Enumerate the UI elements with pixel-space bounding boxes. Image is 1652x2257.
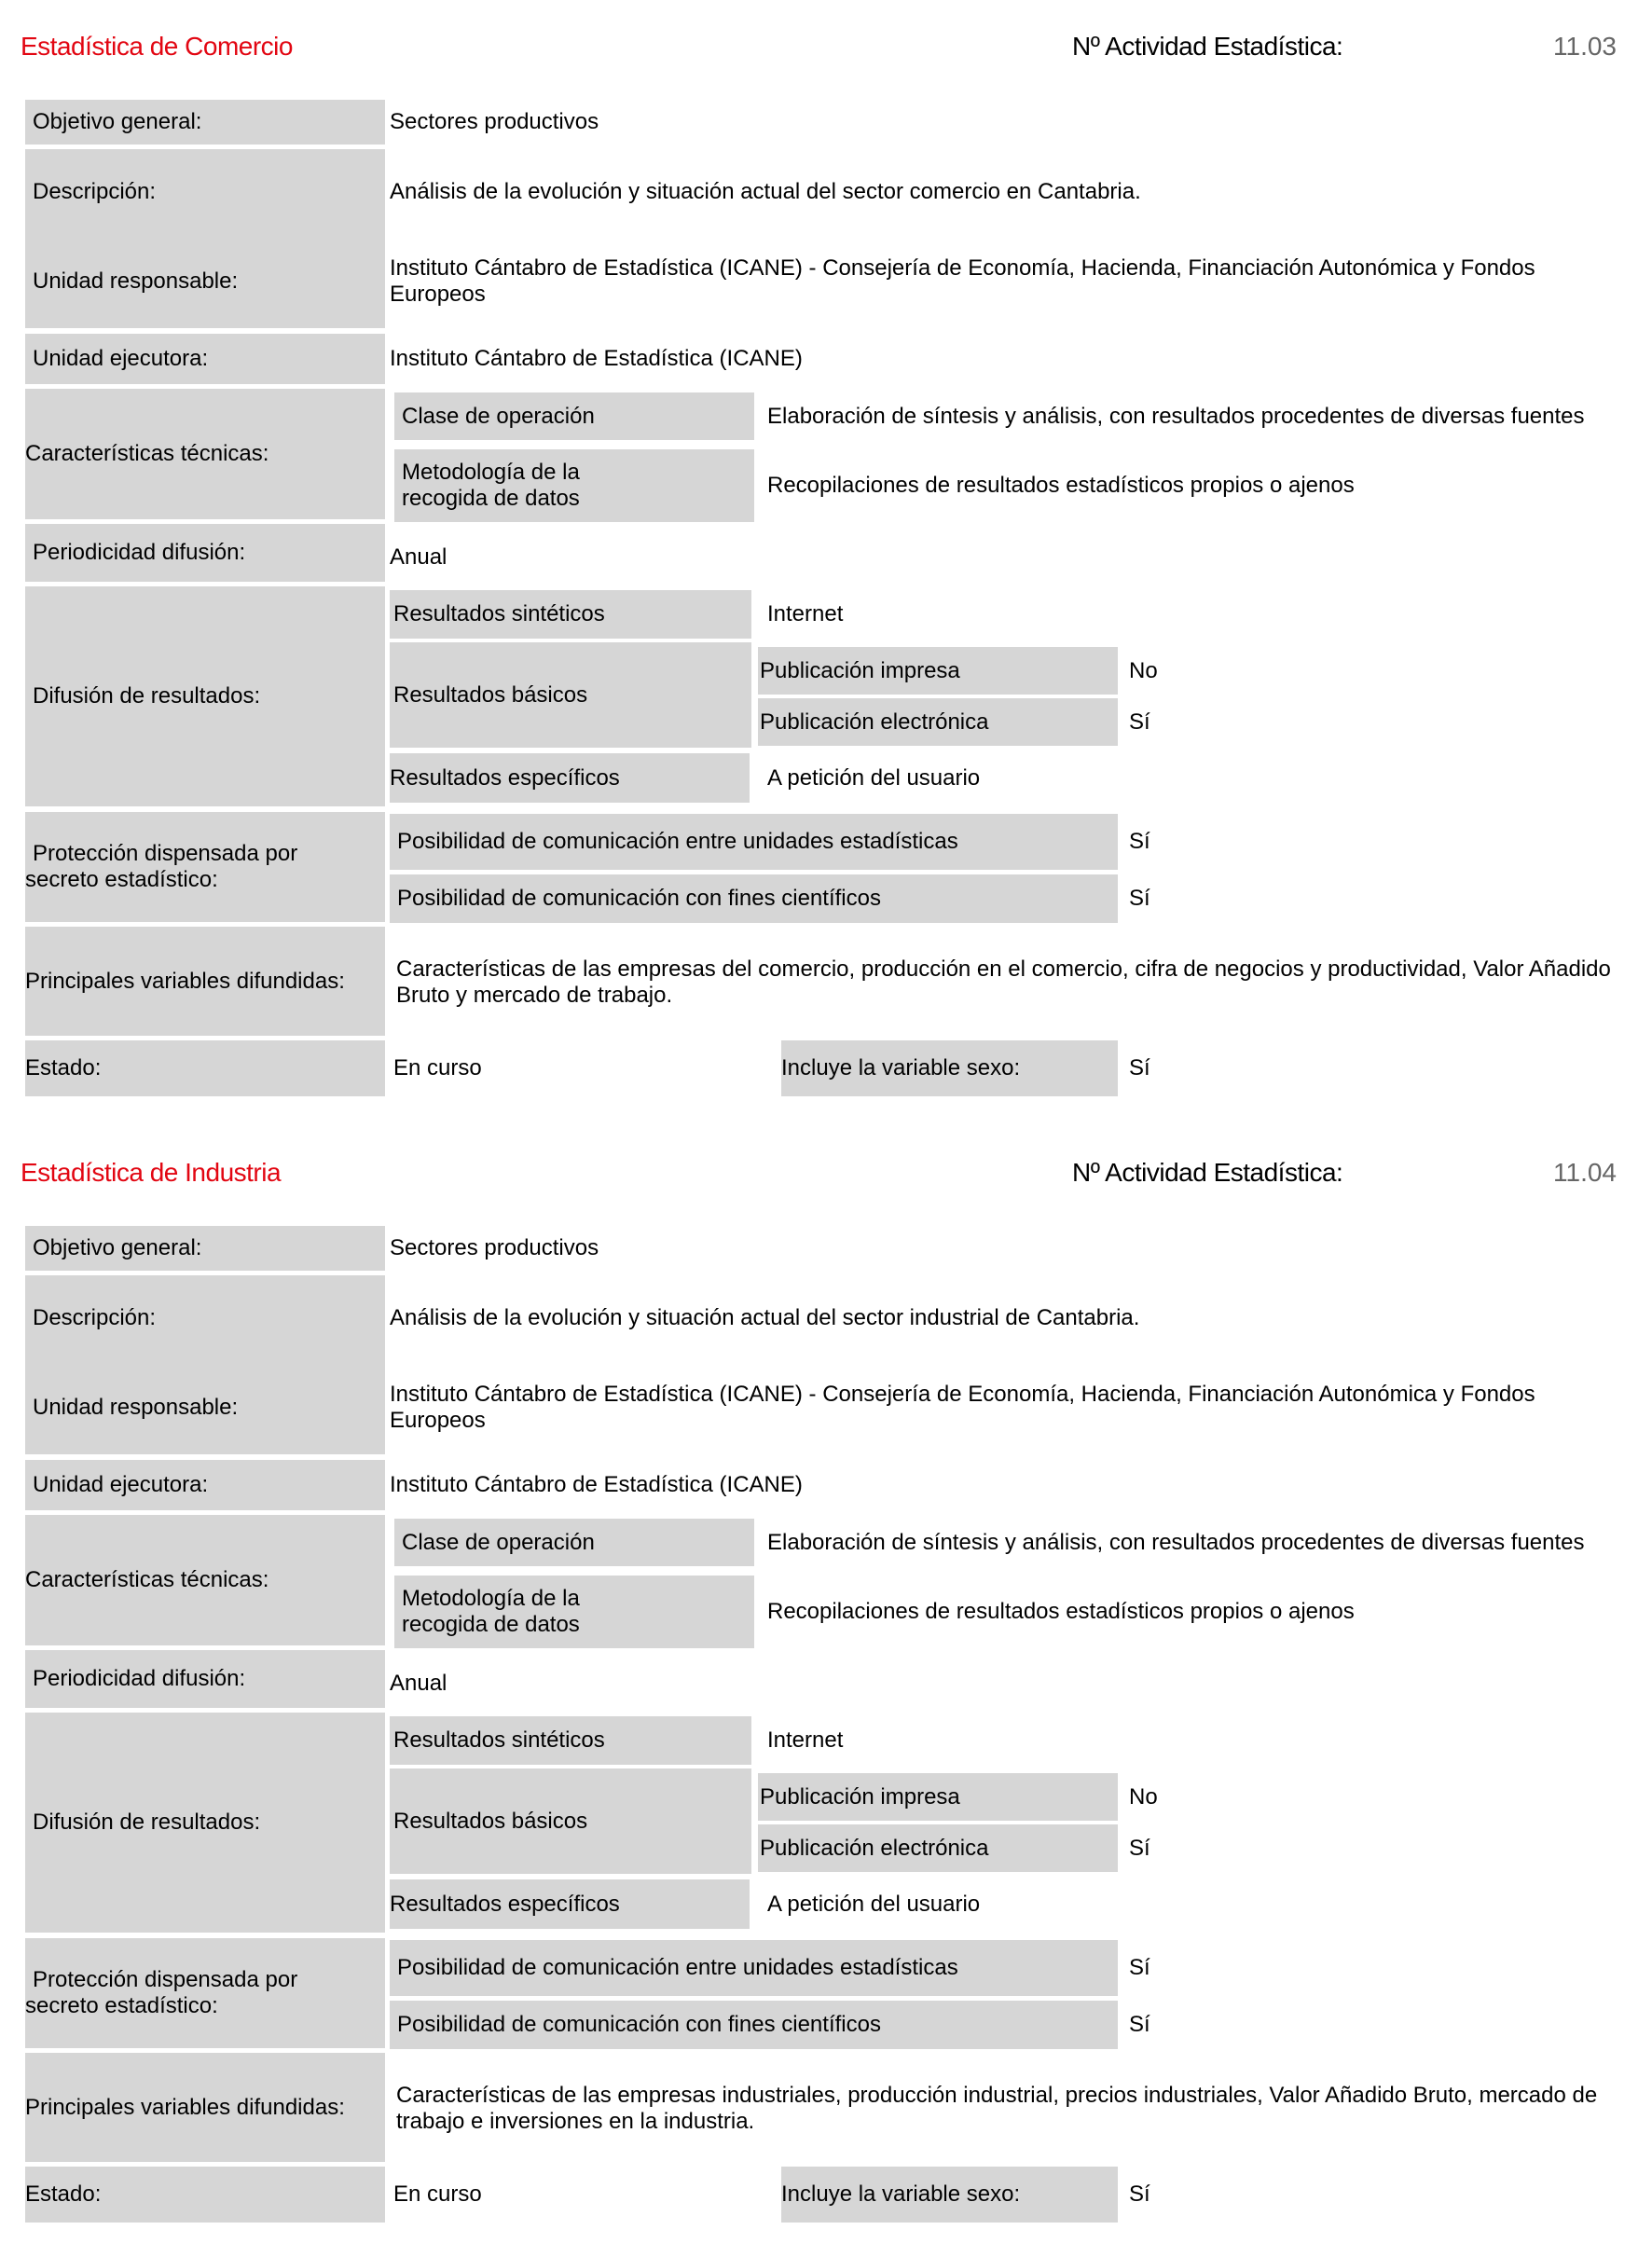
clase-operacion-value-text: Elaboración de síntesis y análisis, con resultados procedentes de diversas fuentes: [767, 403, 1585, 429]
unidad-responsable-label-text: Unidad responsable:: [33, 268, 239, 294]
objetivo-value: [390, 100, 1602, 145]
periodicidad-value: [390, 1655, 1602, 1713]
objetivo-value-text: Sectores productivos: [390, 1235, 599, 1260]
posib-cientificos-value: [1129, 874, 1409, 923]
unidad-ejecutora-label: [25, 334, 385, 384]
caracteristicas-label-text: Características técnicas:: [25, 441, 269, 466]
metodologia-value-text: Recopilaciones de resultados estadísticos propios o ajenos: [767, 473, 1355, 498]
activity-number-label-text: Nº Actividad Estadística:: [1072, 1158, 1343, 1187]
posib-unidades-value-text: Sí: [1129, 829, 1150, 854]
posib-cientificos-label: [390, 874, 1118, 923]
sexo-label: [781, 2167, 1118, 2223]
clase-operacion-label-text: Clase de operación: [402, 403, 595, 429]
record-title-text: Estadística de Comercio: [21, 32, 293, 61]
descripcion-label: [25, 1296, 385, 1341]
objetivo-label-text: Objetivo general:: [33, 1235, 202, 1260]
res-especificos-value: [767, 1879, 1140, 1929]
metodologia-value: [767, 449, 1606, 522]
caracteristicas-label-text: Características técnicas:: [25, 1567, 269, 1592]
metodologia-label: [394, 449, 754, 522]
unidad-ejecutora-value-text: Instituto Cántabro de Estadística (ICANE): [390, 346, 803, 371]
pub-electronica-value: [1129, 698, 1409, 746]
descripcion-label-text: Descripción:: [33, 179, 157, 204]
posib-unidades-value: [1129, 814, 1409, 870]
posib-cientificos-value-text: Sí: [1129, 886, 1150, 911]
clase-operacion-value-text: Elaboración de síntesis y análisis, con resultados procedentes de diversas fuentes: [767, 1529, 1585, 1555]
pub-electronica-value: [1129, 1824, 1409, 1872]
res-basicos-label-text: Resultados básicos: [393, 1808, 588, 1834]
variables-value: [396, 955, 1618, 1011]
estado-label-text: Estado:: [25, 2181, 102, 2207]
res-especificos-value: [767, 753, 1140, 803]
pub-electronica-label-text: Publicación electrónica: [760, 709, 989, 735]
unidad-responsable-label: [25, 259, 385, 304]
activity-number-value: [1492, 28, 1617, 65]
difusion-label-text: Difusión de resultados:: [33, 683, 261, 709]
res-especificos-label-text: Resultados específicos: [390, 1891, 620, 1917]
sexo-value: [1129, 1040, 1409, 1096]
estado-label: [25, 2167, 385, 2223]
pub-electronica-value-text: Sí: [1129, 1835, 1150, 1861]
variables-label-text: Principales variables difundidas:: [25, 968, 345, 994]
estado-label: [25, 1040, 385, 1096]
pub-impresa-label-text: Publicación impresa: [760, 1783, 960, 1810]
unidad-responsable-value-text: Instituto Cántabro de Estadística (ICANE) - Consejería de Economía, Hacienda, Financiación Autonómica y Fondos Europeos: [390, 1382, 1535, 1433]
sexo-label: [781, 1040, 1118, 1096]
descripcion-label-text: Descripción:: [33, 1305, 157, 1330]
proteccion-label-text: Protección dispensada por secreto estadístico:: [25, 1967, 298, 2018]
metodologia-label-text: Metodología de la recogida de datos: [402, 1586, 580, 1637]
res-sinteticos-label-text: Resultados sintéticos: [393, 601, 605, 626]
unidad-ejecutora-label-text: Unidad ejecutora:: [33, 1472, 209, 1497]
record-title: [21, 28, 673, 65]
pub-electronica-label-text: Publicación electrónica: [760, 1835, 989, 1861]
descripcion-value: [390, 170, 1602, 214]
posib-cientificos-label-text: Posibilidad de comunicación con fines científicos: [397, 886, 881, 911]
record-title: [21, 1154, 673, 1191]
clase-operacion-label: [394, 392, 754, 440]
estado-value: [393, 1040, 766, 1096]
proteccion-label: [25, 812, 385, 922]
clase-operacion-value: [767, 392, 1606, 440]
periodicidad-label-text: Periodicidad difusión:: [33, 540, 246, 565]
estado-value-text: En curso: [393, 2181, 482, 2207]
activity-number-value-text: 11.04: [1553, 1158, 1617, 1187]
objetivo-label: [25, 100, 385, 145]
metodologia-value: [767, 1576, 1606, 1648]
posib-cientificos-label: [390, 2001, 1118, 2049]
res-especificos-value-text: A petición del usuario: [767, 764, 981, 791]
res-sinteticos-value: [767, 1716, 1140, 1765]
periodicidad-value-text: Anual: [390, 544, 447, 570]
estado-value: [393, 2167, 766, 2223]
posib-unidades-value-text: Sí: [1129, 1955, 1150, 1980]
metodologia-value-text: Recopilaciones de resultados estadísticos propios o ajenos: [767, 1599, 1355, 1624]
estado-label-text: Estado:: [25, 1055, 102, 1080]
posib-unidades-value: [1129, 1940, 1409, 1996]
res-especificos-label: [390, 753, 750, 803]
estado-value-text: En curso: [393, 1055, 482, 1080]
res-basicos-label: [390, 1768, 751, 1874]
pub-impresa-value: [1129, 1773, 1409, 1821]
difusion-label: [25, 1713, 385, 1933]
posib-cientificos-value: [1129, 2001, 1409, 2049]
variables-label-text: Principales variables difundidas:: [25, 2094, 345, 2120]
pub-impresa-value: [1129, 647, 1409, 695]
record-title-text: Estadística de Industria: [21, 1158, 282, 1187]
res-sinteticos-value-text: Internet: [767, 1727, 844, 1753]
periodicidad-value: [390, 529, 1602, 586]
proteccion-label: [25, 1938, 385, 2048]
pub-impresa-label: [758, 647, 1118, 695]
res-especificos-label-text: Resultados específicos: [390, 764, 620, 791]
pub-impresa-label: [758, 1773, 1118, 1821]
variables-value-text: Características de las empresas industriales, producción industrial, precios industriales, Valor Añadido Bruto, mercado de trabajo e inversiones en la industria.: [396, 2083, 1598, 2134]
variables-value-text: Características de las empresas del comercio, producción en el comercio, cifra de negocios y productividad, Valor Añadido Bruto y mercado de trabajo.: [396, 956, 1611, 1008]
unidad-responsable-label: [25, 1385, 385, 1430]
res-sinteticos-label: [390, 1716, 751, 1765]
descripcion-value-text: Análisis de la evolución y situación actual del sector comercio en Cantabria.: [390, 179, 1141, 204]
pub-impresa-value-text: No: [1129, 657, 1158, 683]
proteccion-label-text: Protección dispensada por secreto estadístico:: [25, 841, 298, 892]
activity-number-label: [1072, 1154, 1380, 1191]
activity-number-value-text: 11.03: [1553, 32, 1617, 61]
unidad-responsable-value: [390, 1380, 1602, 1436]
unidad-ejecutora-value: [390, 1460, 1602, 1510]
sexo-value: [1129, 2167, 1409, 2223]
objetivo-value: [390, 1226, 1602, 1271]
res-sinteticos-label: [390, 590, 751, 639]
pub-electronica-value-text: Sí: [1129, 709, 1150, 735]
res-basicos-label-text: Resultados básicos: [393, 681, 588, 708]
caracteristicas-label: [25, 1515, 385, 1645]
res-sinteticos-label-text: Resultados sintéticos: [393, 1727, 605, 1753]
metodologia-label: [394, 1576, 754, 1648]
unidad-ejecutora-value: [390, 334, 1602, 384]
res-sinteticos-value: [767, 590, 1140, 639]
posib-unidades-label-text: Posibilidad de comunicación entre unidades estadísticas: [397, 1955, 958, 1980]
clase-operacion-label-text: Clase de operación: [402, 1529, 595, 1555]
variables-value: [396, 2081, 1618, 2137]
unidad-ejecutora-value-text: Instituto Cántabro de Estadística (ICANE): [390, 1472, 803, 1497]
sexo-label-text: Incluye la variable sexo:: [781, 2181, 1021, 2207]
caracteristicas-label: [25, 389, 385, 519]
difusion-label-text: Difusión de resultados:: [33, 1810, 261, 1835]
res-especificos-label: [390, 1879, 750, 1929]
pub-impresa-value-text: No: [1129, 1783, 1158, 1810]
objetivo-label-text: Objetivo general:: [33, 109, 202, 134]
posib-unidades-label: [390, 814, 1118, 870]
unidad-ejecutora-label-text: Unidad ejecutora:: [33, 346, 209, 371]
res-sinteticos-value-text: Internet: [767, 601, 844, 626]
unidad-responsable-value-text: Instituto Cántabro de Estadística (ICANE) - Consejería de Economía, Hacienda, Financiación Autonómica y Fondos Europeos: [390, 255, 1535, 307]
clase-operacion-value: [767, 1519, 1606, 1566]
difusion-label: [25, 586, 385, 806]
metodologia-label-text: Metodología de la recogida de datos: [402, 460, 580, 511]
posib-cientificos-value-text: Sí: [1129, 2012, 1150, 2037]
pub-electronica-label: [758, 1824, 1118, 1872]
pub-electronica-label: [758, 698, 1118, 746]
res-basicos-label: [390, 642, 751, 748]
posib-unidades-label-text: Posibilidad de comunicación entre unidades estadísticas: [397, 829, 958, 854]
activity-number-value: [1492, 1154, 1617, 1191]
descripcion-value-text: Análisis de la evolución y situación actual del sector industrial de Cantabria.: [390, 1305, 1140, 1330]
descripcion-value: [390, 1296, 1602, 1341]
pub-impresa-label-text: Publicación impresa: [760, 657, 960, 683]
descripcion-label: [25, 170, 385, 214]
posib-unidades-label: [390, 1940, 1118, 1996]
periodicidad-label-text: Periodicidad difusión:: [33, 1666, 246, 1691]
variables-label: [25, 2053, 385, 2162]
unidad-responsable-value: [390, 254, 1602, 310]
sexo-value-text: Sí: [1129, 2181, 1150, 2207]
sexo-label-text: Incluye la variable sexo:: [781, 1055, 1021, 1080]
activity-number-label: [1072, 28, 1380, 65]
objetivo-label: [25, 1226, 385, 1271]
objetivo-value-text: Sectores productivos: [390, 109, 599, 134]
periodicidad-value-text: Anual: [390, 1671, 447, 1696]
variables-label: [25, 927, 385, 1036]
periodicidad-label: [25, 1650, 385, 1708]
unidad-responsable-label-text: Unidad responsable:: [33, 1395, 239, 1420]
clase-operacion-label: [394, 1519, 754, 1566]
posib-cientificos-label-text: Posibilidad de comunicación con fines científicos: [397, 2012, 881, 2037]
unidad-ejecutora-label: [25, 1460, 385, 1510]
res-especificos-value-text: A petición del usuario: [767, 1891, 981, 1917]
periodicidad-label: [25, 524, 385, 582]
sexo-value-text: Sí: [1129, 1055, 1150, 1080]
activity-number-label-text: Nº Actividad Estadística:: [1072, 32, 1343, 61]
